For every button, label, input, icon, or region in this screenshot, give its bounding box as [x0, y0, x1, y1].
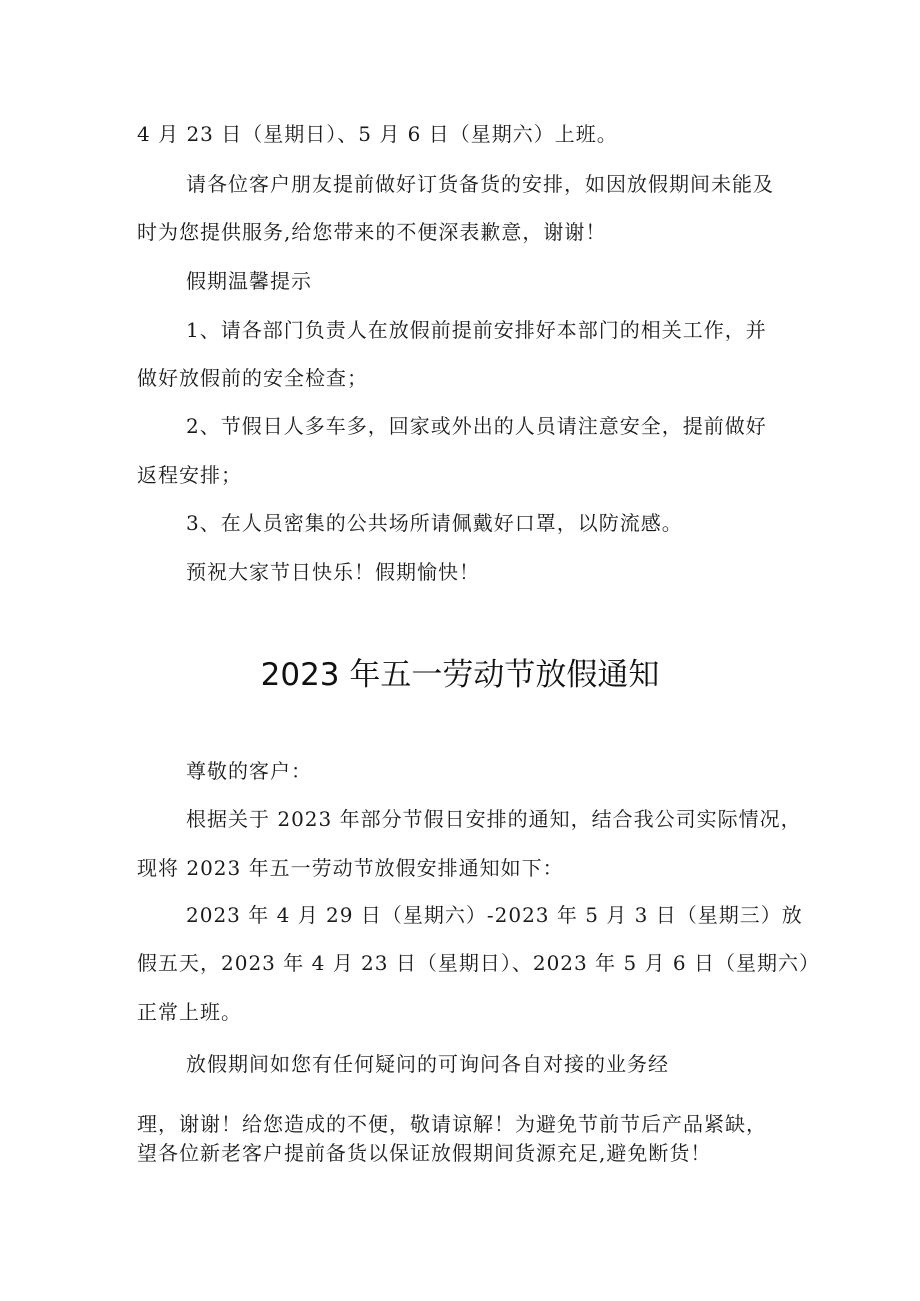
tip-3: 3、在人员密集的公共场所请佩戴好口罩，以防流感。: [186, 511, 683, 535]
schedule-line: 假五天，2023 年 4 月 23 日（星期日）、2023 年 5 月 6 日（星期六）: [137, 951, 820, 975]
tip-2: 2、节假日人多车多，回家或外出的人员请注意安全，提前做好: [186, 414, 767, 438]
contact-line: 放假期间如您有任何疑问的可询问各自对接的业务经: [186, 1052, 669, 1076]
tip-2-continued: 返程安排；: [137, 463, 242, 487]
closing-wish: 预祝大家节日快乐！假期愉快！: [186, 560, 480, 584]
schedule-line: 正常上班。: [137, 1000, 242, 1024]
contact-line: 望各位新老客户提前备货以保证放假期间货源充足,避免断货！: [137, 1141, 712, 1165]
greeting: 尊敬的客户：: [186, 759, 312, 783]
intro-line: 现将 2023 年五一劳动节放假安排通知如下：: [137, 856, 564, 880]
schedule-line: 2023 年 4 月 29 日（星期六）-2023 年 5 月 3 日（星期三）放: [186, 903, 803, 927]
notice-title: 2023 年五一劳动节放假通知: [260, 657, 660, 693]
tips-heading: 假期温馨提示: [186, 269, 312, 293]
contact-line: 理，谢谢！给您造成的不便，敬请谅解！为避免节前节后产品紧缺，: [137, 1112, 767, 1136]
paragraph-line: 时为您提供服务,给您带来的不便深表歉意，谢谢！: [137, 220, 607, 244]
schedule-continuation: 4 月 23 日（星期日）、5 月 6 日（星期六）上班。: [137, 122, 618, 146]
tip-1: 1、请各部门负责人在放假前提前安排好本部门的相关工作，并: [186, 318, 767, 342]
paragraph-line: 请各位客户朋友提前做好订货备货的安排，如因放假期间未能及: [186, 172, 774, 196]
tip-1-continued: 做好放假前的安全检查；: [137, 366, 368, 390]
intro-line: 根据关于 2023 年部分节假日安排的通知，结合我公司实际情况，: [186, 807, 802, 831]
